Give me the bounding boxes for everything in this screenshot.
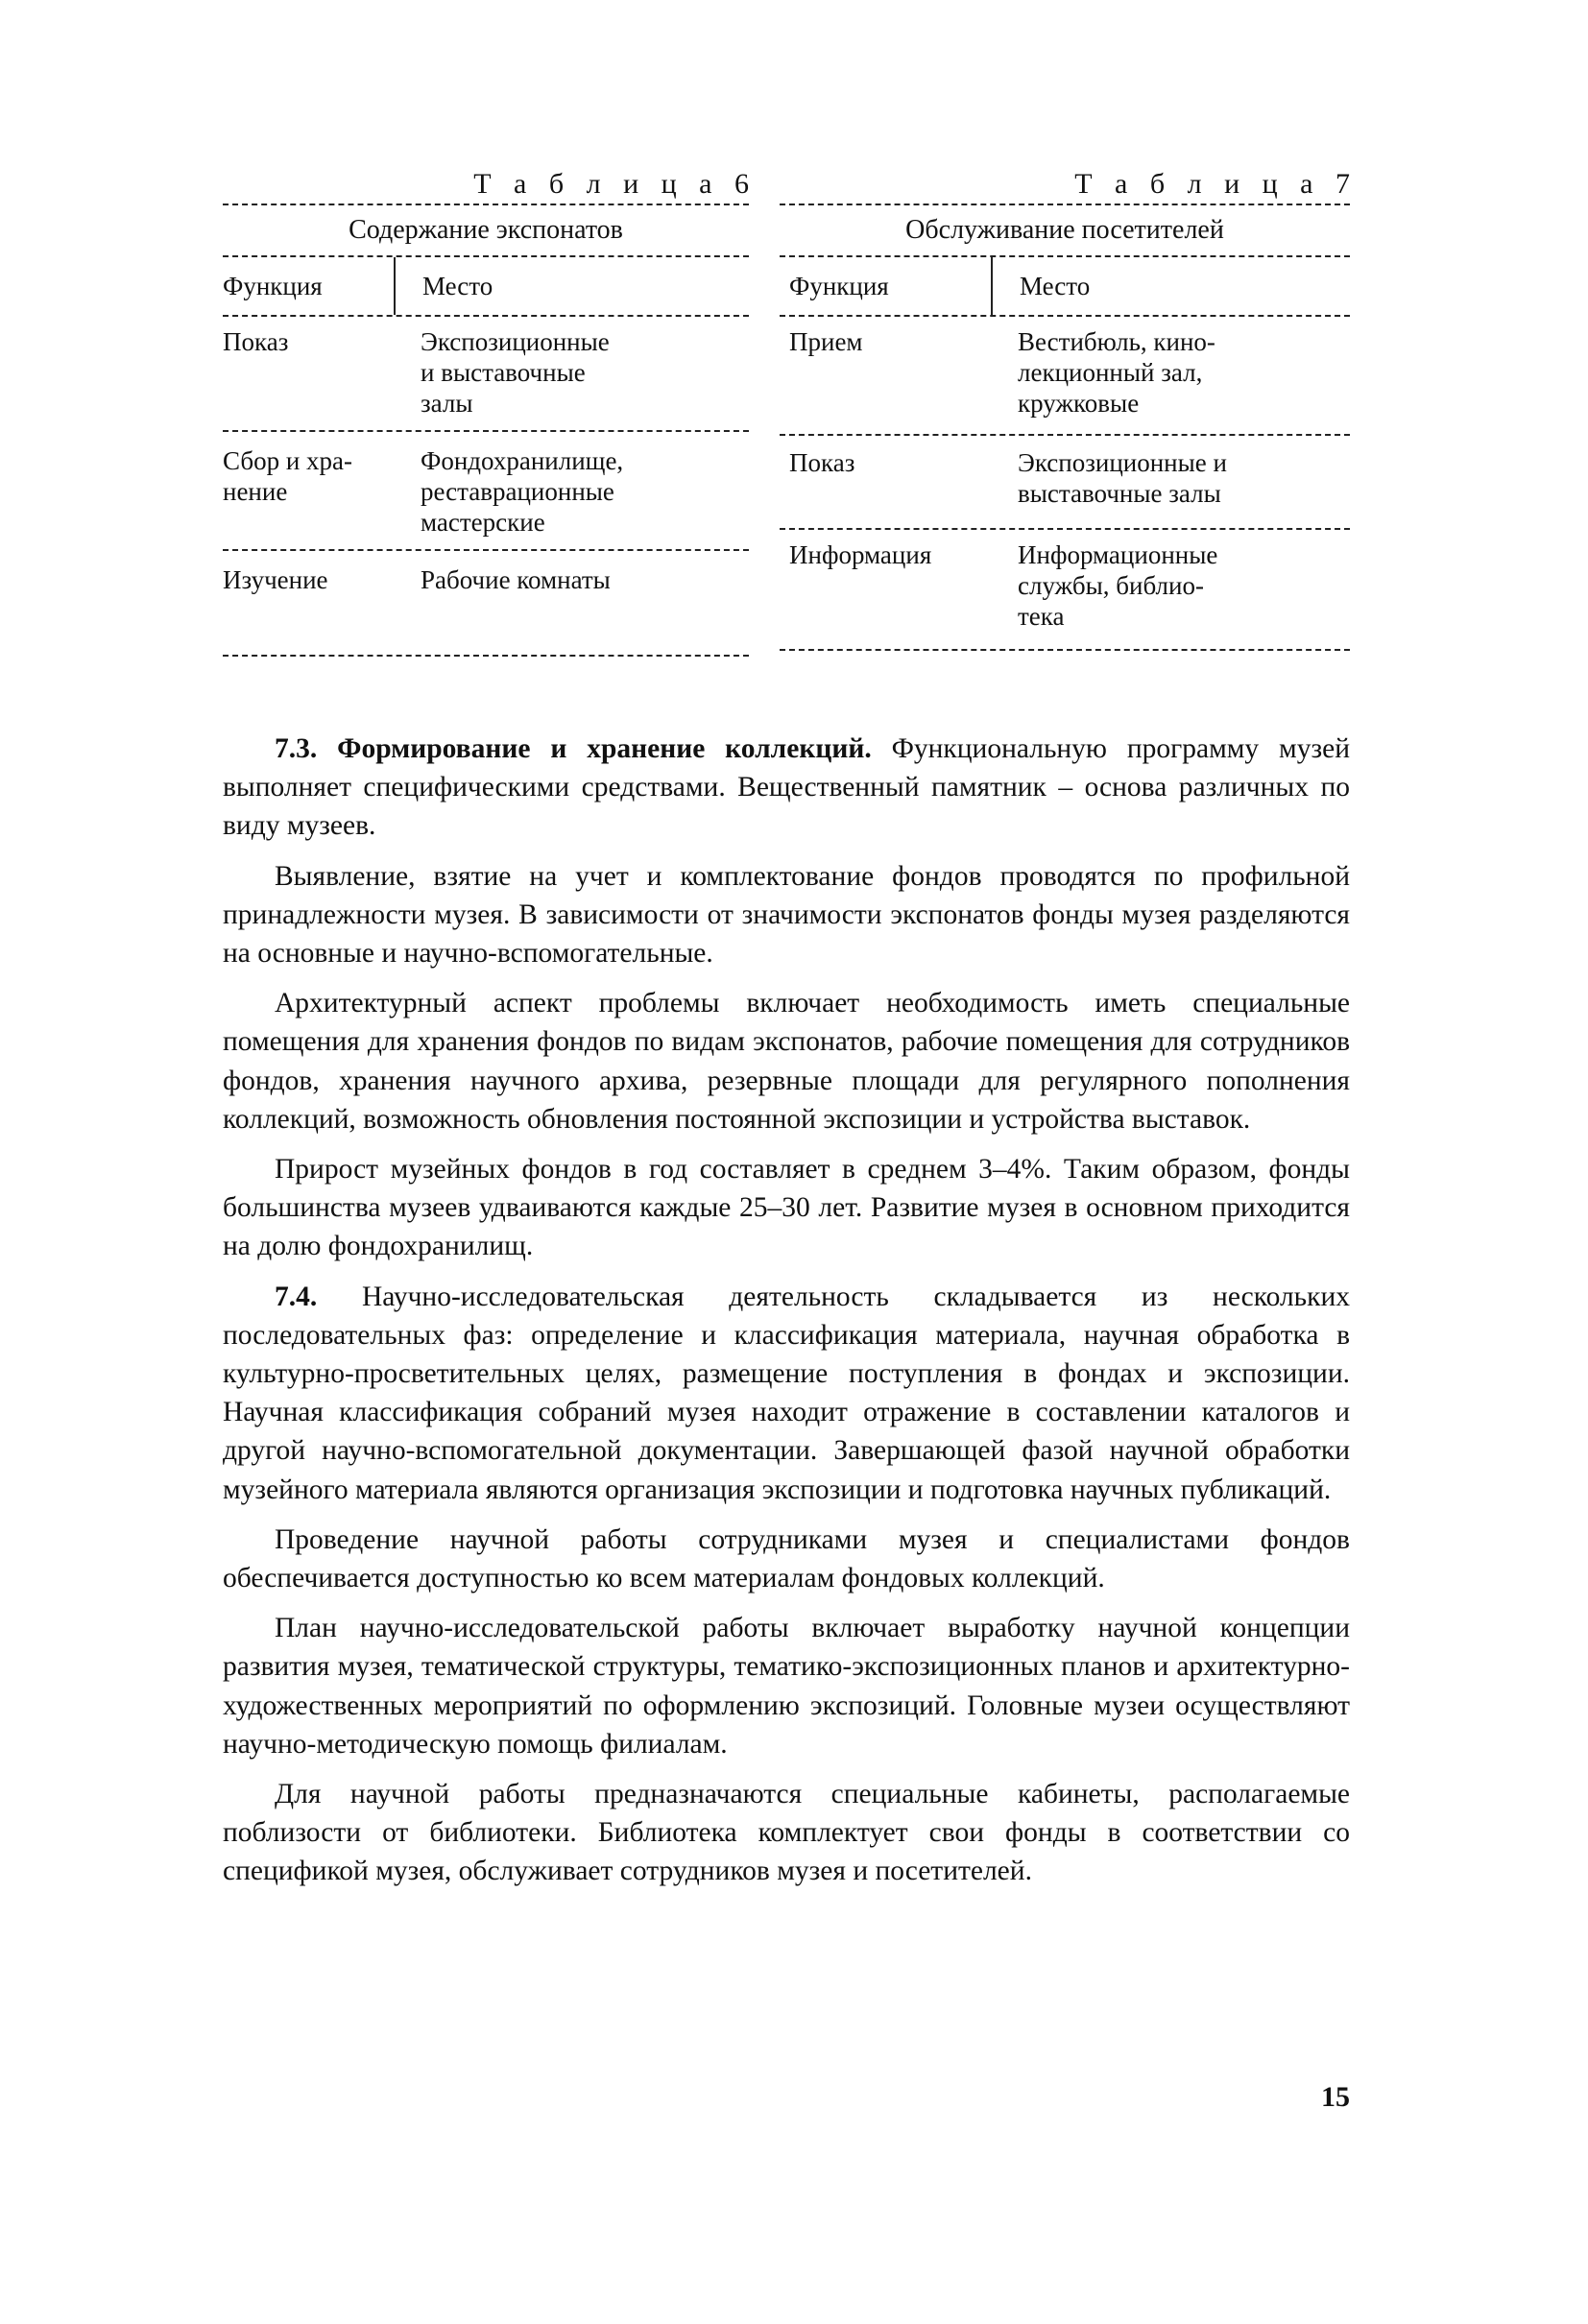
divider — [223, 655, 749, 657]
paragraph: Архитектурный аспект проблемы включает необходимость иметь специальные помещения для хранения фондов по видам экспонатов, рабочие помещения для сотрудников фондов, хранения научного архива, резервные площади для регулярного пополнения коллекций, возможность обновления постоянной экспозиции и устройства выставок. — [223, 988, 1350, 1135]
paragraph: Для научной работы предназначаются специальные кабинеты, располагаемые поблизости от библиотеки. Библиотека комплектует свои фонды в соответствии со спецификой музея, обслуживает сотрудников музея и посетителей. — [223, 1779, 1350, 1887]
header-place: Место — [422, 272, 493, 300]
paragraph: План научно-исследовательской работы включает выработку научной концепции развития музея, тематической структуры, тематико-экспозиционных планов и архитектурно-художественных мероприятий по оформлению экспозиций. Головные музеи осуществляют научно-методическую помощь филиалам. — [223, 1613, 1350, 1760]
section-heading: 7.4. — [275, 1281, 318, 1312]
cell-function: Сбор и хра- нение — [223, 446, 352, 506]
cell-function: Показ — [223, 327, 289, 356]
cell-function: Прием — [789, 327, 863, 356]
cell-place: Вестибюль, кино- лекционный зал, кружковые — [1018, 327, 1215, 418]
cell-place: Экспозиционные и выставочные залы — [1018, 448, 1227, 508]
paragraph — [223, 1278, 1350, 1509]
table-title: Обслуживание посетителей — [905, 215, 1224, 245]
table-7 — [780, 165, 1358, 651]
table-6 — [223, 165, 757, 657]
table-title: Содержание экспонатов — [349, 215, 623, 245]
table-header — [780, 257, 1350, 315]
page-number: 15 — [1321, 2081, 1350, 2113]
paragraph-text: Научно-исследовательская деятельность складывается из нескольких последовательных фаз: определение и классификация материала, научная обработка в культурно-просветительных целях, размещение поступления в фондах и экспозиции. Научная классификация собраний музея находит отражение в составлении каталогов и другой научно-вспомогательной документации. Завершающей фазой научной обработки музейного материала являются организация экспозиции и подготовка научных публикаций. — [223, 1281, 1350, 1505]
header-place: Место — [1020, 272, 1091, 300]
table-header — [223, 257, 749, 315]
paragraph: Проведение научной работы сотрудниками музея и специалистами фондов обеспечивается доступностью ко всем материалам фондовых коллекций. — [223, 1523, 1350, 1594]
body-text — [223, 730, 1350, 1903]
paragraph: Выявление, взятие на учет и комплектование фондов проводятся по профильной принадлежности музея. В зависимости от значимости экспонатов фонды музея разделяются на основные и научно-вспомогательные. — [223, 860, 1350, 970]
paragraph — [223, 730, 1350, 846]
table-row — [780, 436, 1350, 528]
table-row — [223, 432, 749, 549]
cell-function: Информация — [789, 540, 932, 569]
paragraph-text: Функциональную программу музей выполняет специфическими средствами. Вещественный памятник – основа различных по виду музеев. — [223, 733, 1350, 842]
table-row — [223, 317, 749, 430]
cell-place: Информационные службы, библио- тека — [1018, 540, 1218, 631]
cell-place: Фондохранилище, реставрационные мастерские — [421, 446, 624, 537]
cell-function: Изучение — [223, 565, 328, 594]
cell-place: Рабочие комнаты — [421, 565, 611, 594]
table-number: Т а б л и ц а 7 — [1074, 168, 1358, 200]
header-function: Функция — [223, 257, 396, 315]
cell-place: Экспозиционные и выставочные залы — [421, 327, 610, 418]
table-row — [780, 530, 1350, 649]
cell-function: Показ — [789, 448, 855, 477]
header-function: Функция — [780, 257, 993, 315]
paragraph: Прирост музейных фондов в год составляет в среднем 3–4%. Таким образом, фонды большинства музеев удваиваются каждые 25–30 лет. Развитие музея в основном приходится на долю фондохранилищ. — [223, 1154, 1350, 1262]
table-number: Т а б л и ц а 6 — [473, 168, 757, 200]
table-row — [223, 551, 749, 655]
divider — [780, 649, 1350, 651]
section-heading: 7.3. Формирование и хранение коллекций. — [275, 733, 872, 764]
table-row — [780, 317, 1350, 434]
